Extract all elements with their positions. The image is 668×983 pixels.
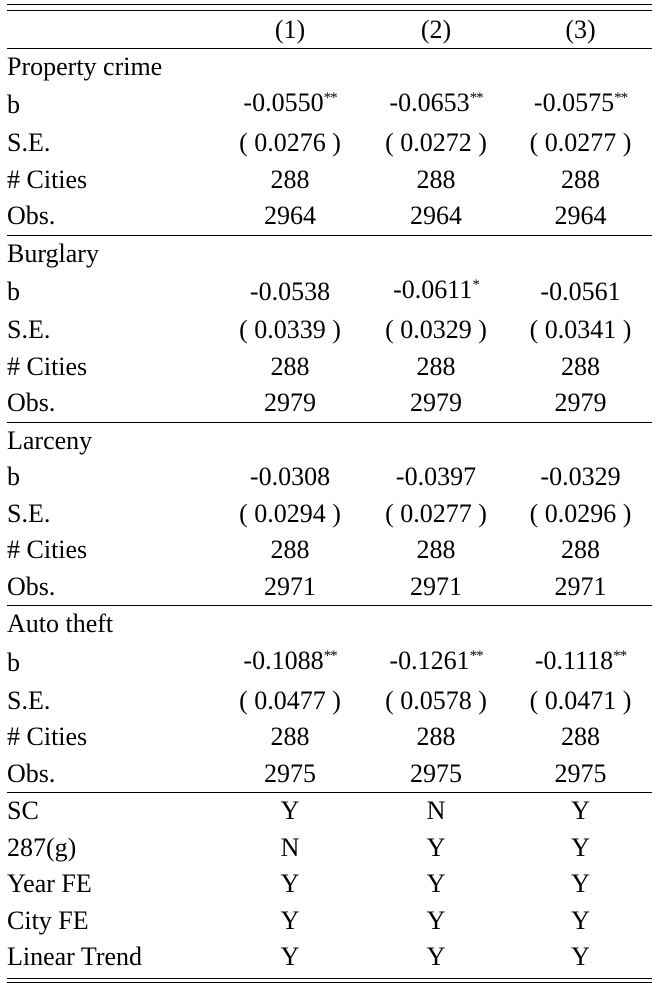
control-flag: Y bbox=[426, 905, 446, 935]
significance-stars: ** bbox=[323, 90, 337, 106]
column-header-2: (2) bbox=[363, 11, 509, 49]
cell-value: ( 0.0277 ) bbox=[385, 498, 487, 528]
table-cell bbox=[217, 643, 363, 683]
control-row bbox=[7, 903, 652, 940]
row-label: S.E. bbox=[7, 128, 51, 158]
cell-value: ( 0.0578 ) bbox=[385, 685, 487, 715]
column-header-1: (1) bbox=[217, 11, 363, 49]
row-label: b bbox=[7, 277, 20, 306]
table-cell bbox=[363, 385, 509, 422]
control-label: Linear Trend bbox=[7, 942, 143, 972]
table-row bbox=[7, 756, 652, 793]
control-flag: Y bbox=[280, 869, 300, 899]
table-cell bbox=[509, 162, 652, 199]
cell-value: ( 0.0341 ) bbox=[529, 315, 632, 345]
cell-value: ( 0.0294 ) bbox=[239, 498, 341, 528]
row-label: Obs. bbox=[7, 201, 56, 231]
table-cell bbox=[217, 349, 363, 386]
cell-value: -0.1261 bbox=[389, 645, 470, 675]
control-flag: Y bbox=[426, 869, 446, 899]
row-label: Obs. bbox=[7, 571, 56, 601]
cell-value: -0.0329 bbox=[540, 462, 621, 492]
table-row bbox=[7, 719, 652, 756]
table-row bbox=[7, 85, 652, 125]
panel-title: Auto theft bbox=[7, 606, 652, 643]
significance-stars: ** bbox=[323, 647, 337, 664]
cell-value: ( 0.0339 ) bbox=[239, 315, 341, 345]
table-cell bbox=[509, 569, 652, 606]
cell-value: 2979 bbox=[554, 388, 607, 418]
table-cell bbox=[363, 459, 509, 496]
table-cell bbox=[217, 85, 363, 125]
control-label: Year FE bbox=[7, 869, 92, 899]
row-label: b bbox=[7, 647, 20, 677]
panel-title-row bbox=[7, 48, 652, 85]
cell-value: 2975 bbox=[264, 758, 316, 788]
cell-value: 2975 bbox=[410, 758, 462, 788]
table-cell bbox=[509, 85, 652, 125]
control-flag: Y bbox=[571, 905, 590, 935]
panel-title-row bbox=[7, 606, 652, 643]
table-cell bbox=[217, 385, 363, 422]
table-cell bbox=[217, 569, 363, 606]
control-flag: Y bbox=[571, 942, 590, 972]
cell-value: 288 bbox=[416, 164, 456, 194]
panel-title: Burglary bbox=[7, 235, 652, 272]
cell-value: -0.0308 bbox=[249, 462, 331, 492]
control-flag: N bbox=[280, 832, 300, 862]
panel-title: Property crime bbox=[7, 48, 652, 85]
significance-stars: ** bbox=[469, 90, 483, 106]
table-cell bbox=[217, 162, 363, 199]
table-row bbox=[7, 162, 652, 199]
cell-value: 2964 bbox=[264, 201, 316, 231]
cell-value: 288 bbox=[270, 351, 310, 381]
row-label: b bbox=[7, 90, 20, 119]
table-cell bbox=[217, 198, 363, 235]
cell-value: 288 bbox=[270, 535, 310, 565]
cell-value: -0.0611 bbox=[393, 275, 473, 304]
table-cell bbox=[363, 569, 509, 606]
table-row bbox=[7, 643, 652, 683]
table-row bbox=[7, 496, 652, 533]
table-cell bbox=[363, 719, 509, 756]
control-flag: Y bbox=[280, 905, 300, 935]
table-cell bbox=[217, 719, 363, 756]
control-label: 287(g) bbox=[7, 832, 77, 862]
table-cell bbox=[509, 459, 652, 496]
table-cell bbox=[509, 532, 652, 569]
row-label: Obs. bbox=[7, 758, 56, 788]
table-cell bbox=[509, 125, 652, 162]
row-label: # Cities bbox=[7, 351, 88, 381]
panel-title-row bbox=[7, 422, 652, 459]
table-cell bbox=[217, 312, 363, 349]
control-row bbox=[7, 939, 652, 976]
cell-value: 2971 bbox=[264, 571, 316, 601]
cell-value: -0.0538 bbox=[249, 277, 331, 306]
table-row bbox=[7, 198, 652, 235]
cell-value: ( 0.0272 ) bbox=[385, 128, 487, 158]
row-label: S.E. bbox=[7, 685, 51, 715]
panel-title: Larceny bbox=[7, 422, 652, 459]
cell-value: 288 bbox=[270, 164, 310, 194]
cell-value: 288 bbox=[561, 535, 600, 565]
control-row bbox=[7, 830, 652, 867]
cell-value: 288 bbox=[561, 164, 600, 194]
row-label: # Cities bbox=[7, 722, 88, 752]
table-cell bbox=[363, 496, 509, 533]
table-row bbox=[7, 349, 652, 386]
cell-value: 288 bbox=[270, 722, 310, 752]
cell-value: -0.1118 bbox=[534, 645, 614, 675]
table-cell bbox=[509, 496, 652, 533]
table-row bbox=[7, 272, 652, 312]
table-cell bbox=[363, 756, 509, 793]
control-label: City FE bbox=[7, 905, 89, 935]
table-cell bbox=[363, 162, 509, 199]
cell-value: 288 bbox=[416, 535, 456, 565]
table-cell bbox=[363, 198, 509, 235]
table-cell bbox=[217, 272, 363, 312]
cell-value: ( 0.0329 ) bbox=[385, 315, 487, 345]
control-flag: Y bbox=[426, 942, 446, 972]
cell-value: -0.0575 bbox=[533, 88, 615, 117]
control-row bbox=[7, 793, 652, 830]
table-cell bbox=[363, 683, 509, 720]
table-cell bbox=[509, 349, 652, 386]
control-flag: Y bbox=[571, 869, 590, 899]
table-cell bbox=[363, 643, 509, 683]
table-cell bbox=[217, 459, 363, 496]
table-cell bbox=[363, 125, 509, 162]
control-flag: Y bbox=[280, 942, 300, 972]
column-header-3: (3) bbox=[509, 11, 652, 49]
table-cell bbox=[509, 312, 652, 349]
cell-value: -0.0550 bbox=[243, 88, 324, 117]
cell-value: 288 bbox=[416, 351, 456, 381]
table-cell bbox=[363, 349, 509, 386]
table-cell bbox=[509, 683, 652, 720]
cell-value: ( 0.0477 ) bbox=[239, 685, 341, 715]
table-cell bbox=[217, 125, 363, 162]
regression-table bbox=[7, 10, 652, 976]
table-cell bbox=[217, 532, 363, 569]
control-flag: Y bbox=[426, 832, 446, 862]
cell-value: ( 0.0277 ) bbox=[529, 128, 632, 158]
control-flag: Y bbox=[571, 832, 590, 862]
table-row bbox=[7, 312, 652, 349]
cell-value: ( 0.0296 ) bbox=[529, 498, 632, 528]
cell-value: -0.0397 bbox=[395, 462, 477, 492]
top-double-rule-upper bbox=[7, 4, 652, 5]
table-cell bbox=[509, 719, 652, 756]
cell-value: 2979 bbox=[264, 388, 316, 418]
cell-value: -0.1088 bbox=[243, 645, 324, 675]
significance-stars: ** bbox=[614, 90, 628, 106]
significance-stars: * bbox=[472, 277, 479, 293]
table-row bbox=[7, 125, 652, 162]
row-label: b bbox=[7, 462, 20, 492]
control-label: SC bbox=[7, 793, 217, 830]
table-row bbox=[7, 683, 652, 720]
table-cell bbox=[217, 496, 363, 533]
table-cell bbox=[363, 532, 509, 569]
control-flag: Y bbox=[509, 793, 652, 830]
row-label: # Cities bbox=[7, 535, 88, 565]
table-cell bbox=[363, 272, 509, 312]
column-header-row bbox=[7, 11, 652, 49]
cell-value: ( 0.0471 ) bbox=[529, 685, 632, 715]
cell-value: 2964 bbox=[410, 201, 462, 231]
cell-value: -0.0561 bbox=[540, 277, 621, 306]
table-cell bbox=[217, 683, 363, 720]
table-cell bbox=[509, 756, 652, 793]
table-cell bbox=[217, 756, 363, 793]
table-body bbox=[7, 48, 652, 976]
significance-stars: ** bbox=[469, 647, 483, 664]
table-row bbox=[7, 385, 652, 422]
cell-value: 2971 bbox=[410, 571, 462, 601]
row-label: S.E. bbox=[7, 498, 51, 528]
table-cell bbox=[363, 312, 509, 349]
table-row bbox=[7, 532, 652, 569]
cell-value: 2979 bbox=[410, 388, 462, 418]
row-label: Obs. bbox=[7, 388, 56, 418]
cell-value: -0.0653 bbox=[389, 88, 470, 117]
significance-stars: ** bbox=[613, 647, 627, 664]
table-cell bbox=[509, 272, 652, 312]
table-cell bbox=[363, 85, 509, 125]
header-blank bbox=[7, 11, 217, 49]
cell-value: 2971 bbox=[554, 571, 607, 601]
cell-value: 2964 bbox=[554, 201, 607, 231]
bottom-double-rule-upper bbox=[7, 978, 652, 979]
table-row bbox=[7, 459, 652, 496]
row-label: # Cities bbox=[7, 164, 88, 194]
table-row bbox=[7, 569, 652, 606]
table-cell bbox=[509, 643, 652, 683]
panel-title-row bbox=[7, 235, 652, 272]
control-row bbox=[7, 866, 652, 903]
cell-value: 288 bbox=[561, 351, 600, 381]
cell-value: ( 0.0276 ) bbox=[239, 128, 341, 158]
control-flag: N bbox=[363, 793, 509, 830]
table-cell bbox=[509, 198, 652, 235]
table-cell bbox=[509, 385, 652, 422]
cell-value: 288 bbox=[561, 722, 600, 752]
cell-value: 288 bbox=[416, 722, 456, 752]
cell-value: 2975 bbox=[554, 758, 607, 788]
row-label: S.E. bbox=[7, 315, 51, 345]
control-flag: Y bbox=[217, 793, 363, 830]
